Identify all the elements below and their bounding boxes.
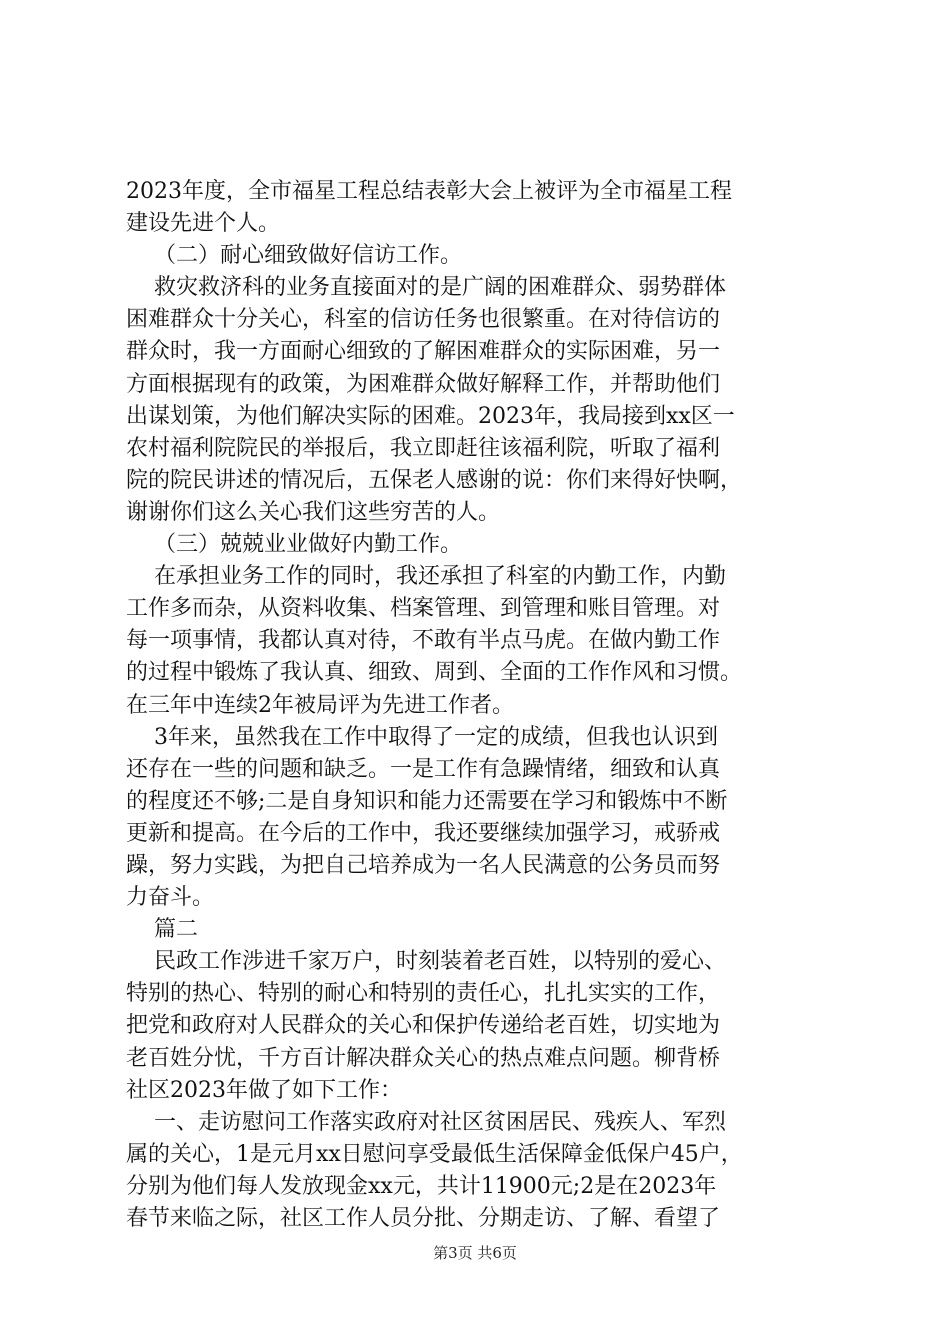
text-line: （二）耐心细致做好信访工作。 [126,243,462,269]
text-line: 春节来临之际，社区工作人员分批、分期走访、了解、看望了 [126,1206,721,1231]
text-line: 躁，努力实践，为把自己培养成为一名人民满意的公务员而努 [126,852,721,878]
text-line: 篇二 [126,917,198,943]
text-line: 农村福利院院民的举报后，我立即赶往该福利院，听取了福利 [126,435,721,461]
text-line: 3年来，虽然我在工作中取得了一定的成绩，但我也认识到 [126,724,718,750]
text-line: 的程度还不够;二是自身知识和能力还需要在学习和锻炼中不断 [126,788,728,814]
text-line: 院的院民讲述的情况后，五保老人感谢的说：你们来得好快啊， [126,467,743,493]
text-line: 社区2023年做了如下工作： [126,1077,402,1103]
text-line: 一、走访慰问工作落实政府对社区贫困居民、残疾人、军烈 [126,1109,726,1135]
text-line: 老百姓分忧，千方百计解决群众关心的热点难点问题。柳背桥 [126,1045,721,1071]
text-line: 在承担业务工作的同时，我还承担了科室的内勤工作，内勤 [126,564,726,590]
text-line: 力奋斗。 [126,885,215,911]
text-line: 每一项事情，我都认真对待，不敢有半点马虎。在做内勤工作 [126,628,721,654]
text-line: 救灾救济科的业务直接面对的是广阔的困难群众、弱势群体 [126,275,726,301]
text-line: 群众时，我一方面耐心细致的了解困难群众的实际困难，另一 [126,339,721,365]
text-line: 分别为他们每人发放现金xx元，共计11900元;2是在2023年 [126,1173,717,1199]
text-line: 把党和政府对人民群众的关心和保护传递给老百姓，切实地为 [126,1013,721,1039]
text-line: 的过程中锻炼了我认真、细致、周到、全面的工作作风和习惯。 [126,660,743,686]
text-line: 建设先进个人。 [126,211,281,237]
text-line: 困难群众十分关心，科室的信访任务也很繁重。在对待信访的 [126,307,721,333]
text-line: （三）兢兢业业做好内勤工作。 [126,532,462,558]
text-line: 特别的热心、特别的耐心和特别的责任心，扎扎实实的工作， [126,981,721,1007]
text-line: 属的关心，1是元月xx日慰问享受最低生活保障金低保户45户， [126,1141,743,1167]
text-line: 工作多而杂，从资料收集、档案管理、到管理和账目管理。对 [126,596,721,622]
page-footer: 第3页 共6页 [433,1244,517,1262]
text-line: 出谋划策，为他们解决实际的困难。2023年，我局接到xx区一 [126,403,735,429]
text-line: 2023年度，全市福星工程总结表彰大会上被评为全市福星工程 [126,179,732,204]
text-line: 在三年中连续2年被局评为先进工作者。 [126,692,514,718]
text-line: 民政工作涉进千家万户，时刻装着老百姓，以特别的爱心、 [126,949,726,975]
body-text [126,176,846,1235]
text-line: 还存在一些的问题和缺乏。一是工作有急躁情绪，细致和认真 [126,756,721,782]
text-line: 更新和提高。在今后的工作中，我还要继续加强学习，戒骄戒 [126,820,721,846]
text-line: 方面根据现有的政策，为困难群众做好解释工作，并帮助他们 [126,371,721,397]
text-line: 谢谢你们这么关心我们这些穷苦的人。 [126,499,501,525]
